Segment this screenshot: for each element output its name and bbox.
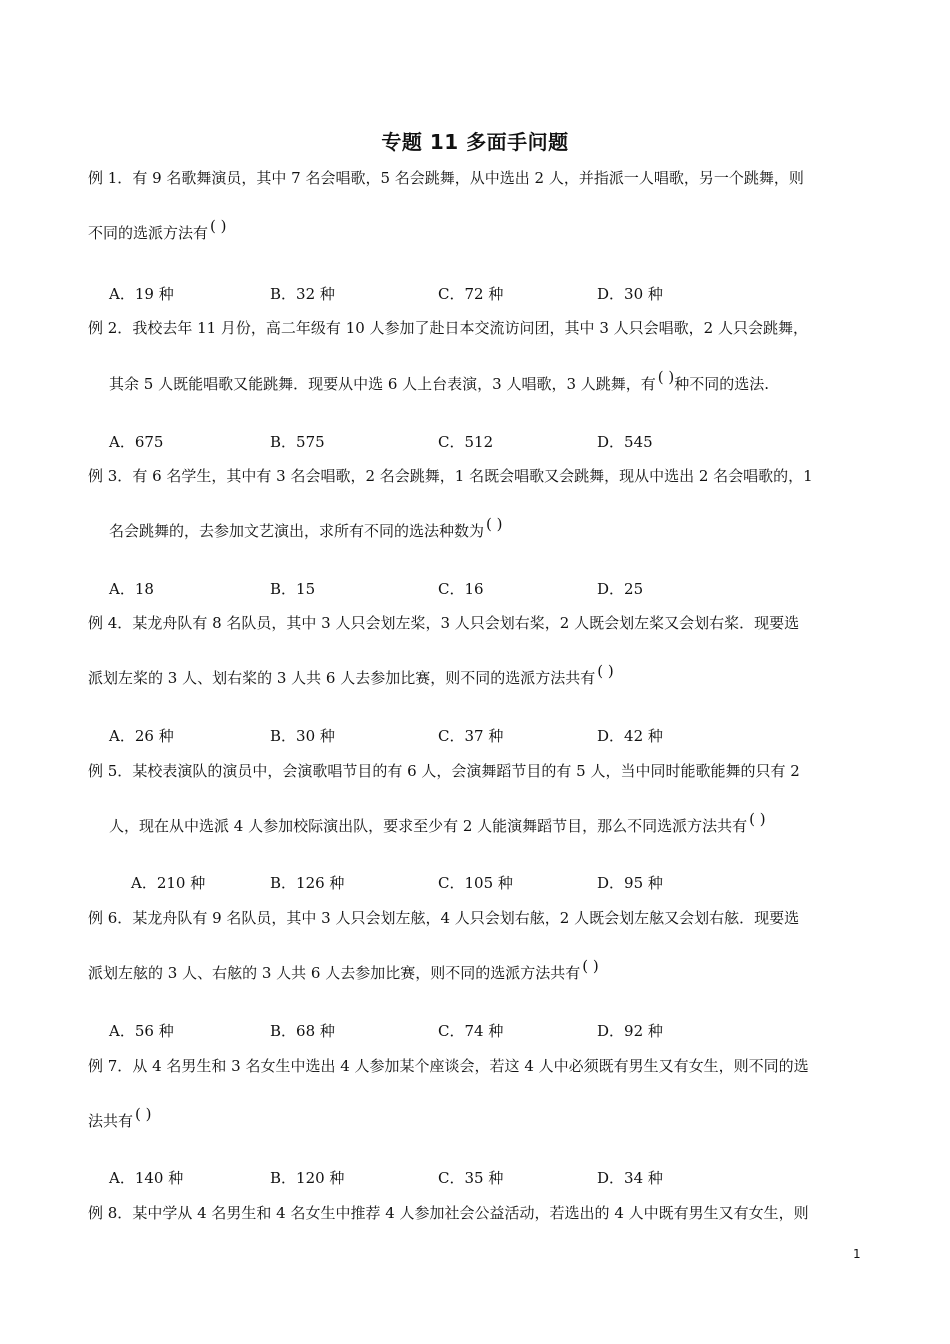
question-8-text: 某中学从 4 名男生和 4 名女生中推荐 4 人参加社会公益活动，若选出的 4 人中既有男生又有女生，则 <box>132 1204 809 1222</box>
question-8-line1 <box>88 1203 809 1223</box>
question-7-line2 <box>88 1105 152 1131</box>
question-2-text2: 其余 5 人既能唱歌又能跳舞．现要从中选 6 人上台表演，3 人唱歌，3 人跳舞，有 <box>109 375 656 393</box>
answer-blank: ( ) <box>135 1105 152 1123</box>
option-a: A．26 种 <box>109 727 174 745</box>
option-a: A．140 种 <box>109 1169 184 1187</box>
question-1-line1 <box>88 168 804 188</box>
option-b: B．32 种 <box>270 285 335 303</box>
question-2-tail: 种不同的选法. <box>674 375 770 393</box>
question-2-text: 我校去年 11 月份，高二年级有 10 人参加了赴日本交流访问团，其中 3 人只会唱歌，2 人只会跳舞， <box>132 319 808 337</box>
question-4-line1 <box>88 613 799 633</box>
option-b: B．575 <box>270 433 325 451</box>
option-a: A．675 <box>109 433 164 451</box>
option-c: C．37 种 <box>438 727 504 745</box>
question-1-text: 有 9 名歌舞演员，其中 7 名会唱歌，5 名会跳舞，从中选出 2 人，并指派一人唱歌，另一个跳舞，则 <box>132 169 804 187</box>
answer-blank: ( ) <box>749 810 766 828</box>
question-4-line2 <box>88 662 614 688</box>
question-3-label: 例 3． <box>88 467 133 485</box>
option-c: C．72 种 <box>438 285 504 303</box>
question-1-label: 例 1． <box>88 169 133 187</box>
question-2-line2 <box>109 368 770 394</box>
question-7-text: 从 4 名男生和 3 名女生中选出 4 人参加某个座谈会，若这 4 人中必须既有男生又有女生，则不同的选 <box>132 1057 809 1075</box>
option-c: C．74 种 <box>438 1022 504 1040</box>
option-c: C．35 种 <box>438 1169 504 1187</box>
option-c: C．16 <box>438 580 484 598</box>
question-5-line2 <box>109 810 766 836</box>
option-c: C．105 种 <box>438 874 513 892</box>
question-4-text2: 派划左桨的 3 人、划右桨的 3 人共 6 人去参加比赛，则不同的选派方法共有 <box>88 669 596 687</box>
option-b: B．68 种 <box>270 1022 335 1040</box>
option-c: C．512 <box>438 433 494 451</box>
question-8-label: 例 8． <box>88 1204 133 1222</box>
answer-blank: ( ) <box>597 662 614 680</box>
question-2-label: 例 2． <box>88 319 133 337</box>
option-a: A．18 <box>109 580 154 598</box>
page-title: 专题 11 多面手问题 <box>381 130 569 154</box>
option-d: D．42 种 <box>597 727 663 745</box>
question-3-line2 <box>109 515 503 541</box>
question-5-line1 <box>88 761 800 781</box>
question-6-text: 某龙舟队有 9 名队员，其中 3 人只会划左舷，4 人只会划右舷，2 人既会划左舷又会划右舷．现要选 <box>132 909 800 927</box>
answer-blank: ( ) <box>210 217 227 235</box>
option-b: B．30 种 <box>270 727 335 745</box>
question-3-line1 <box>88 466 813 486</box>
question-6-label: 例 6． <box>88 909 133 927</box>
option-d: D．95 种 <box>597 874 663 892</box>
question-5-text2: 人，现在从中选派 4 人参加校际演出队，要求至少有 2 人能演舞蹈节目，那么不同选派方法共有 <box>109 817 748 835</box>
question-1-text2: 不同的选派方法有 <box>88 224 209 242</box>
answer-blank: ( ) <box>486 515 503 533</box>
question-2-line1 <box>88 318 808 338</box>
question-4-label: 例 4． <box>88 614 133 632</box>
option-d: D．25 <box>597 580 644 598</box>
option-a: A．210 种 <box>131 874 206 892</box>
option-d: D．545 <box>597 433 653 451</box>
question-3-text2: 名会跳舞的，去参加文艺演出，求所有不同的选法种数为 <box>109 522 485 540</box>
question-6-text2: 派划左舷的 3 人、右舷的 3 人共 6 人去参加比赛，则不同的选派方法共有 <box>88 964 581 982</box>
question-6-line1 <box>88 908 799 928</box>
question-3-text: 有 6 名学生，其中有 3 名会唱歌，2 名会跳舞，1 名既会唱歌又会跳舞，现从中选出 2 名会唱歌的，1 <box>132 467 813 485</box>
question-7-label: 例 7． <box>88 1057 133 1075</box>
answer-blank: ( ) <box>582 957 599 975</box>
option-d: D．34 种 <box>597 1169 663 1187</box>
question-1-line2 <box>88 217 227 243</box>
question-5-text: 某校表演队的演员中，会演歌唱节目的有 6 人，会演舞蹈节目的有 5 人，当中同时能歌能舞的只有 2 <box>132 762 800 780</box>
option-a: A．19 种 <box>109 285 174 303</box>
option-b: B．126 种 <box>270 874 345 892</box>
answer-blank: ( ) <box>657 368 675 386</box>
question-7-text2: 法共有 <box>88 1112 134 1130</box>
question-7-line1 <box>88 1056 809 1076</box>
option-d: D．92 种 <box>597 1022 663 1040</box>
option-a: A．56 种 <box>109 1022 174 1040</box>
question-5-label: 例 5． <box>88 762 133 780</box>
question-6-line2 <box>88 957 599 983</box>
option-d: D．30 种 <box>597 285 663 303</box>
option-b: B．120 种 <box>270 1169 345 1187</box>
question-4-text: 某龙舟队有 8 名队员，其中 3 人只会划左桨，3 人只会划右桨，2 人既会划左桨又会划右桨．现要选 <box>132 614 800 632</box>
page-number: 1 <box>853 1247 861 1261</box>
option-b: B．15 <box>270 580 316 598</box>
